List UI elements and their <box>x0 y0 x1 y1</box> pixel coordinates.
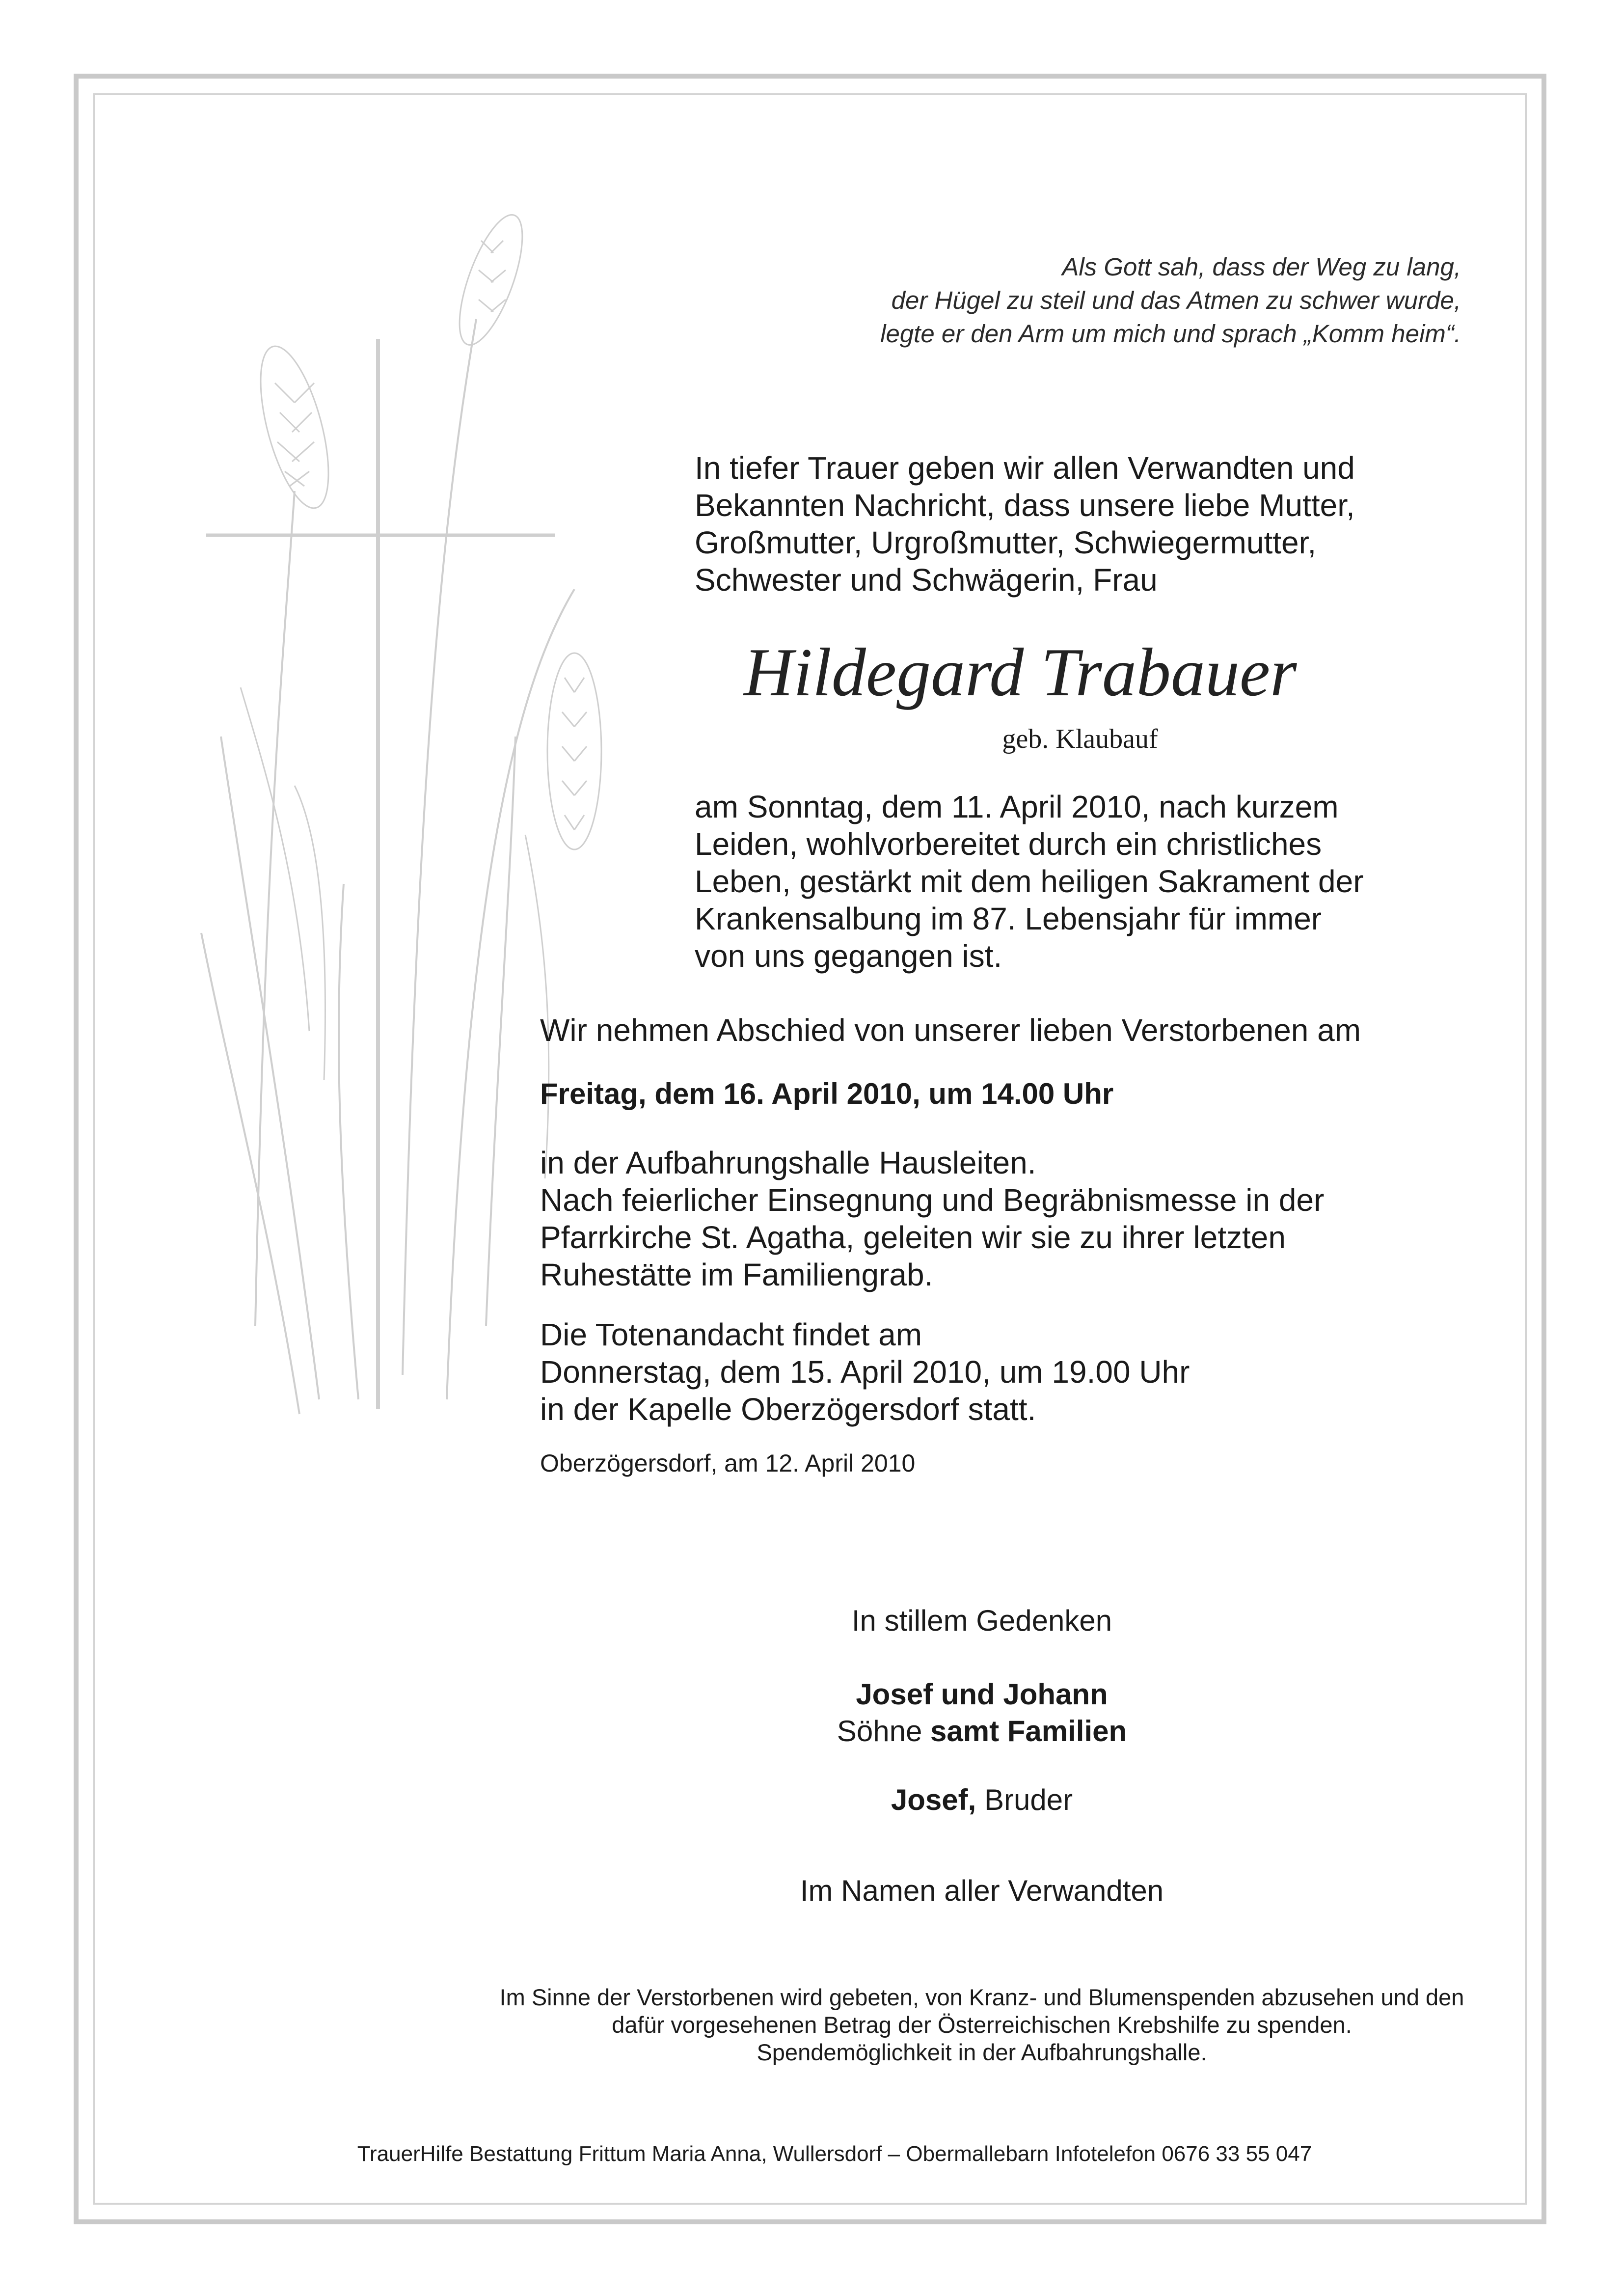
intro-line: In tiefer Trauer geben wir allen Verwandten und <box>695 450 1355 486</box>
farewell-text: Wir nehmen Abschied von unserer lieben Verstorbenen am <box>540 1012 1361 1048</box>
death-line: am Sonntag, dem 11. April 2010, nach kurzem <box>695 789 1339 824</box>
details-line: in der Aufbahrungshalle Hausleiten. <box>540 1145 1036 1180</box>
vigil-line: Donnerstag, dem 15. April 2010, um 19.00 Uhr <box>540 1354 1190 1390</box>
death-notice <box>695 788 1480 975</box>
death-line: von uns gegangen ist. <box>695 938 1002 974</box>
announcement-intro <box>695 449 1480 599</box>
place-date: Oberzögersdorf, am 12. April 2010 <box>540 1449 916 1477</box>
signature-sons: Josef und Johann <box>856 1678 1108 1711</box>
vigil-line: Die Totenandacht findet am <box>540 1317 922 1352</box>
signature-opening: In stillem Gedenken <box>851 1604 1112 1637</box>
poem-line: legte er den Arm um mich und sprach „Komm heim“. <box>880 320 1461 348</box>
details-line: Ruhestätte im Familiengrab. <box>540 1257 933 1292</box>
intro-line: Schwester und Schwägerin, Frau <box>695 562 1158 598</box>
request-line: Im Sinne der Verstorbenen wird gebeten, von Kranz- und Blumenspenden abzusehen und den <box>499 1984 1464 2010</box>
sons-role-text: Söhne <box>837 1715 931 1748</box>
death-line: Krankensalbung im 87. Lebensjahr für immer <box>695 901 1322 936</box>
intro-line: Bekannten Nachricht, dass unsere liebe Mutter, <box>695 488 1355 523</box>
footer-contact: TrauerHilfe Bestattung Frittum Maria Anna, Wullersdorf – Obermallebarn Infotelefon 0676 33 55 047 <box>357 2142 1312 2166</box>
brother-name: Josef, <box>891 1783 976 1816</box>
poem <box>725 250 1461 351</box>
signature-closing: Im Namen aller Verwandten <box>800 1874 1164 1907</box>
deceased-name: Hildegard Trabauer <box>744 634 1297 711</box>
brother-role: Bruder <box>976 1783 1073 1816</box>
donation-request <box>344 1984 1620 2066</box>
death-line: Leben, gestärkt mit dem heiligen Sakrament der <box>695 864 1364 899</box>
signature-sons-role <box>638 1714 1325 1749</box>
intro-line: Großmutter, Urgroßmutter, Schwiegermutter, <box>695 525 1317 560</box>
request-line: dafür vorgesehenen Betrag der Österreichischen Krebshilfe zu spenden. <box>612 2012 1352 2038</box>
funeral-date: Freitag, dem 16. April 2010, um 14.00 Uhr <box>540 1077 1114 1110</box>
request-line: Spendemöglichkeit in der Aufbahrungshalle. <box>757 2039 1207 2065</box>
birth-name: geb. Klaubauf <box>1002 724 1158 754</box>
death-line: Leiden, wohlvorbereitet durch ein christliches <box>695 826 1322 862</box>
details-line: Nach feierlicher Einsegnung und Begräbnismesse in der <box>540 1182 1325 1218</box>
funeral-details <box>540 1144 1473 1293</box>
vigil-line: in der Kapelle Oberzögersdorf statt. <box>540 1392 1036 1427</box>
sons-role-bold: samt Familien <box>930 1715 1127 1748</box>
signature-brother <box>638 1782 1325 1818</box>
vigil-info <box>540 1316 1473 1428</box>
poem-line: der Hügel zu steil und das Atmen zu schwer wurde, <box>891 286 1461 314</box>
details-line: Pfarrkirche St. Agatha, geleiten wir sie zu ihrer letzten <box>540 1220 1286 1255</box>
poem-line: Als Gott sah, dass der Weg zu lang, <box>1062 253 1461 281</box>
